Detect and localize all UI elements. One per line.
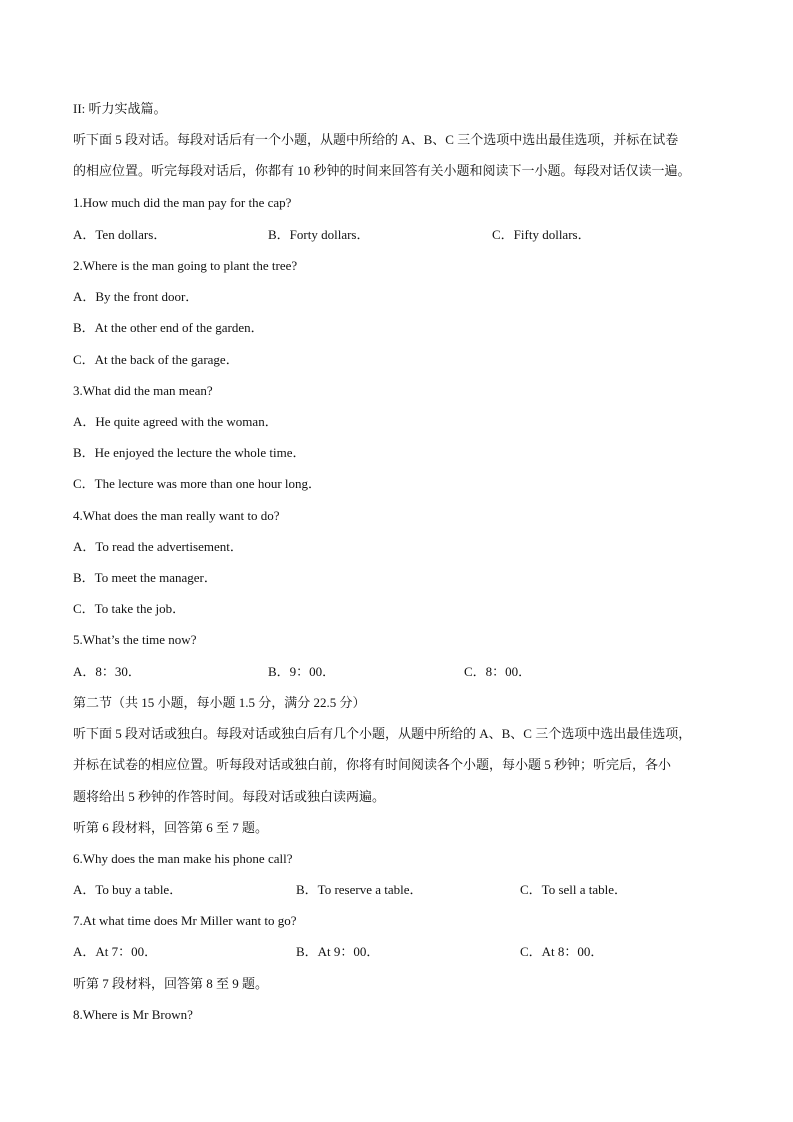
question-1-option-c: C．Fifty dollars． — [492, 227, 591, 242]
question-3-option-c: C．The lecture was more than one hour long． — [73, 476, 322, 491]
question-3-option-b: B．He enjoyed the lecture the whole time． — [73, 445, 306, 460]
question-4-option-b: B．To meet the manager． — [73, 570, 217, 585]
part1-instructions-line2: 的相应位置。听完每段对话后，你都有 10 秒钟的时间来回答有关小题和阅读下一小题。每段对话仅读一遍。 — [73, 163, 691, 178]
question-6-stem: 6.Why does the man make his phone call? — [73, 851, 293, 866]
section-title: II: 听力实战篇。 — [73, 101, 167, 116]
question-2-stem: 2.Where is the man going to plant the tree? — [73, 258, 298, 273]
question-1-option-b: B．Forty dollars． — [268, 227, 370, 242]
question-1-stem: 1.How much did the man pay for the cap? — [73, 195, 292, 210]
question-2-option-a: A．By the front door． — [73, 289, 199, 304]
question-7-stem: 7.At what time does Mr Miller want to go? — [73, 913, 297, 928]
question-5-option-a: A．8：30． — [73, 664, 141, 679]
question-4-option-c: C．To take the job． — [73, 601, 186, 616]
part2-instructions-line3: 题将给出 5 秒钟的作答时间。每段对话或独白读两遍。 — [73, 789, 386, 804]
question-5-stem: 5.What’s the time now? — [73, 632, 197, 647]
question-5-option-c: C．8：00． — [464, 664, 532, 679]
part2-instructions-line1: 听下面 5 段对话或独白。每段对话或独白后有几个小题，从题中所给的 A、B、C 三个选项中选出最佳选项， — [73, 726, 692, 741]
question-5-option-b: B．9：00． — [268, 664, 336, 679]
question-7-option-c: C．At 8：00． — [520, 944, 604, 959]
question-2-option-b: B．At the other end of the garden． — [73, 320, 264, 335]
part2-instructions-line2: 并标在试卷的相应位置。听每段对话或独白前，你将有时间阅读各个小题，每小题 5 秒钟；听完后，各小 — [73, 757, 672, 772]
question-6-option-a: A．To buy a table． — [73, 882, 183, 897]
question-3-stem: 3.What did the man mean? — [73, 383, 213, 398]
question-6-option-c: C．To sell a table． — [520, 882, 628, 897]
question-7-option-b: B．At 9：00． — [296, 944, 380, 959]
part1-instructions-line1: 听下面 5 段对话。每段对话后有一个小题，从题中所给的 A、B、C 三个选项中选出最佳选项，并标在试卷 — [73, 132, 679, 147]
material-7-heading: 听第 7 段材料，回答第 8 至 9 题。 — [73, 976, 269, 991]
question-8-stem: 8.Where is Mr Brown? — [73, 1007, 193, 1022]
question-6-option-b: B．To reserve a table． — [296, 882, 423, 897]
question-4-option-a: A．To read the advertisement． — [73, 539, 243, 554]
question-4-stem: 4.What does the man really want to do? — [73, 508, 280, 523]
question-1-option-a: A．Ten dollars． — [73, 227, 167, 242]
question-2-option-c: C．At the back of the garage． — [73, 352, 239, 367]
question-3-option-a: A．He quite agreed with the woman． — [73, 414, 278, 429]
question-7-option-a: A．At 7：00． — [73, 944, 158, 959]
part2-heading: 第二节（共 15 小题，每小题 1.5 分，满分 22.5 分） — [73, 695, 366, 710]
material-6-heading: 听第 6 段材料，回答第 6 至 7 题。 — [73, 820, 269, 835]
